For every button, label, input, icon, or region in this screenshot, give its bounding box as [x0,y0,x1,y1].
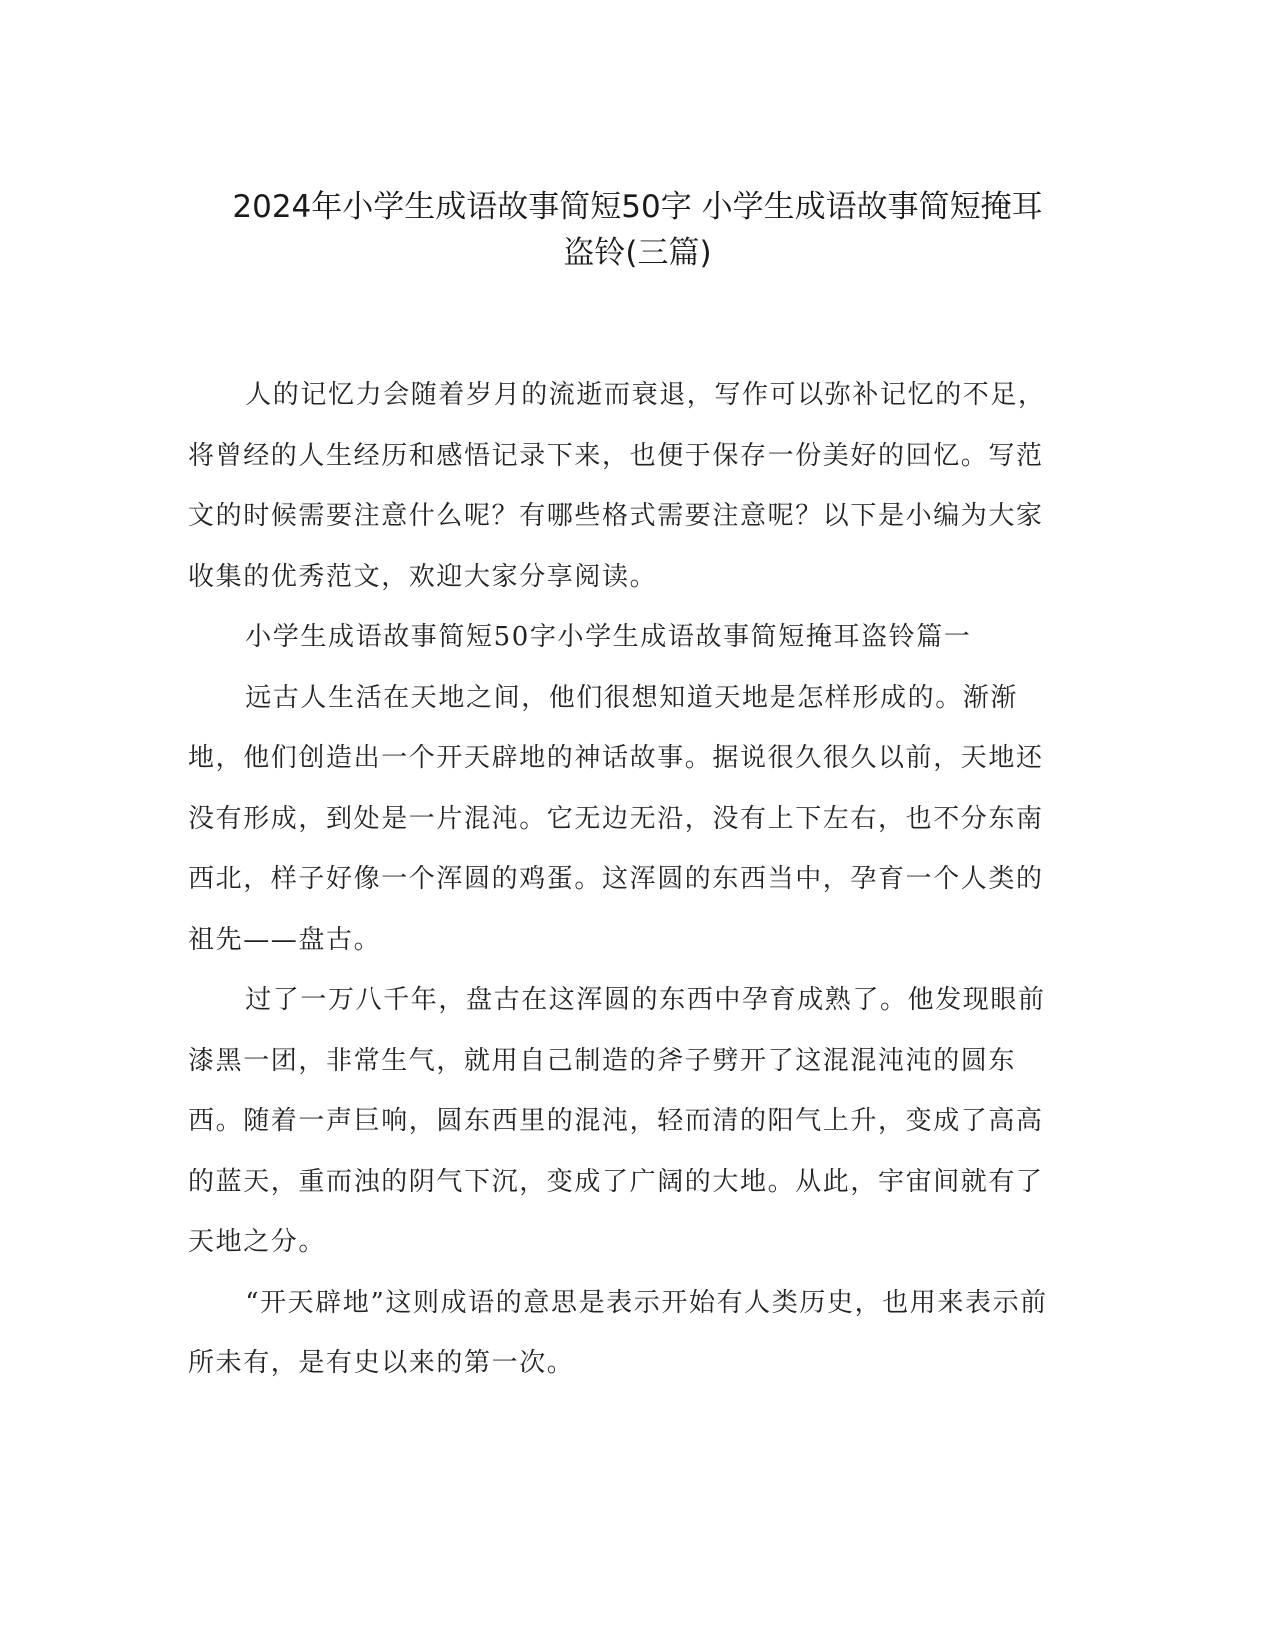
story-paragraph: 远古人生活在天地之间，他们很想知道天地是怎样形成的。渐渐地，他们创造出一个开天辟地的神话故事。据说很久很久以前，天地还没有形成，到处是一片混沌。它无边无沿，没有上下左右，也不分东南西北，样子好像一个浑圆的鸡蛋。这浑圆的东西当中，孕育一个人类的祖先——盘古。 [188,682,1044,955]
page-title-line-1: 2024年小学生成语故事简短50字 小学生成语故事简短掩耳 [232,189,1043,225]
section-heading: 小学生成语故事简短50字小学生成语故事简短掩耳盗铃篇一 [245,622,972,652]
document-body [188,365,1068,1394]
intro-paragraph: 人的记忆力会随着岁月的流逝而衰退，写作可以弥补记忆的不足，将曾经的人生经历和感悟记录下来，也便于保存一份美好的回忆。写范文的时候需要注意什么呢？有哪些格式需要注意呢？以下是小编为大家收集的优秀范文，欢迎大家分享阅读。 [188,380,1046,592]
page-title-line-2: 盗铃(三篇) [563,235,712,271]
story-paragraph: 过了一万八千年，盘古在这浑圆的东西中孕育成熟了。他发现眼前漆黑一团，非常生气，就用自己制造的斧子劈开了这混混沌沌的圆东西。随着一声巨响，圆东西里的混沌，轻而清的阳气上升，变成了高高的蓝天，重而浊的阴气下沉，变成了广阔的大地。从此，宇宙间就有了天地之分。 [188,985,1046,1257]
idiom-meaning-paragraph: “开天辟地”这则成语的意思是表示开始有人类历史，也用来表示前所未有，是有史以来的第一次。 [188,1287,1048,1378]
